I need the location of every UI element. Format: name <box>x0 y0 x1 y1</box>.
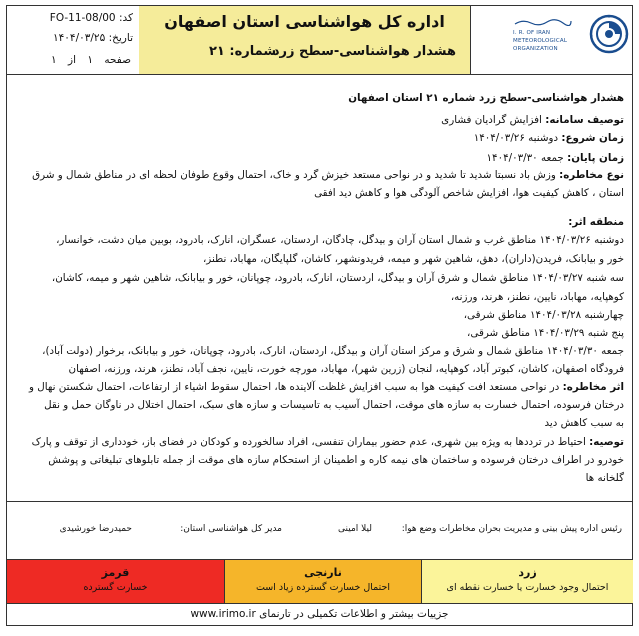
legend-red <box>7 560 225 603</box>
effect-label: اثر مخاطره: <box>562 381 624 393</box>
logo-line-2: METEOROLOGICAL <box>513 38 568 44</box>
area-heading: منطقه اثر: <box>568 216 624 228</box>
advice-row <box>32 435 624 449</box>
warning-heading: هشدار هواشناسی-سطح زرد شماره ۲۱ استان اصفهان <box>348 92 624 104</box>
code-value: FO-11-08/00 <box>49 12 116 24</box>
director-label: مدیر کل هواشناسی استان: <box>180 524 282 534</box>
description-label: توصیف سامانه: <box>545 114 624 126</box>
legend-orange-desc: احتمال خسارت گسترده زیاد است <box>255 582 391 593</box>
date-row <box>53 32 133 44</box>
area-line: دوشنبه ۱۴۰۴/۰۳/۲۶ مناطق غرب و شمال استان آران و بیدگل، چادگان، اردستان، عسگران، انارک، بادرود، بوبین میان دشت، خوانسار، <box>56 234 624 246</box>
hazard-line-1: وزش باد نسبتا شدید تا شدید و در نواحی مستعد خیزش گرد و خاک، احتمال وقوع طوفان لحظه ای در مناطق شمال و شرق <box>32 169 556 181</box>
legend-orange <box>225 560 422 603</box>
area-line: خور و بیابانک، فریدن(داران)، دهق، شاهین شهر و میمه، فریدونشهر، کاشان، گلپایگان، مهاباد، نطنز، <box>202 253 624 265</box>
date-label: تاریخ: <box>108 32 133 44</box>
legend-yellow-name: زرد <box>518 566 537 579</box>
code-label: کد: <box>118 12 133 24</box>
legend-yellow <box>422 560 633 603</box>
area-line: جمعه ۱۴۰۴/۰۳/۳۰ مناطق شمال و شرق و مرکز استان آران و بیدگل، اردستان، انارک، بادرود، چوپانان، خور و بیابانک، برخوار (دولت آباد)، <box>42 345 624 357</box>
warning-number: شماره: ۲۱ <box>209 44 277 59</box>
end-value: جمعه ۱۴۰۴/۰۳/۳۰ <box>486 152 564 164</box>
logo-calligraphy-icon <box>513 18 573 26</box>
effect-line-1: در نواحی مستعد افت کیفیت هوا به سبب افزایش غلظت آلاینده ها، احتمال سقوط اشیاء از ارتفاعات، احتمال شکستن نهال و <box>29 381 560 393</box>
date-value: ۱۴۰۴/۰۳/۲۵ <box>53 32 106 44</box>
document-header <box>6 5 633 75</box>
advice-line-1: احتیاط در ترددها به ویژه بین شهری، عدم حضور بیماران تنفسی، افراد سالخورده و کودکان در فضای باز، خودداری از توقف و پارک <box>31 436 586 448</box>
logo-line-3: ORGANIZATION <box>513 46 558 52</box>
advice-label: توصیه: <box>589 436 624 448</box>
area-line: فرودگاه اصفهان، کاشان، کبوتر آباد، کوهپایه، لنجان (زرین شهر)، مهاباد، مورچه خورت، نایین، نجف آباد، نطنز، هرند، ورزنه، اصفهان <box>68 363 624 375</box>
warning-document <box>6 5 633 631</box>
page-total: ۱ <box>51 54 57 66</box>
legend-red-name: قرمز <box>101 566 130 579</box>
chief-name: لیلا امینی <box>338 524 372 534</box>
hazard-label: نوع مخاطره: <box>559 169 624 181</box>
chief-label: رئیس اداره پیش بینی و مدیریت بحران مخاطرات وضع هوا: <box>401 524 622 534</box>
page-of: از <box>68 54 77 66</box>
meteorological-logo-icon <box>589 14 629 54</box>
legend-orange-name: نارنجی <box>304 566 342 579</box>
signature-row <box>6 502 633 560</box>
warning-body <box>6 75 633 502</box>
effect-row <box>29 380 624 394</box>
area-line: سه شنبه ۱۴۰۴/۰۳/۲۷ مناطق شمال و شرق آران و بیدگل، اردستان، انارک، بادرود، چوپانان، خور و بیابانک، شاهین شهر و میمه، کاشان، <box>51 272 624 284</box>
legend-yellow-desc: احتمال وجود خسارت یا خسارت نقطه ای <box>446 582 609 593</box>
area-line: چهارشنبه ۱۴۰۴/۰۳/۲۸ مناطق شرقی، <box>463 309 624 321</box>
page-label: صفحه <box>104 54 131 66</box>
code-row <box>50 12 133 24</box>
effect-line-3: به سبب کاهش دید <box>544 417 624 429</box>
document-meta <box>7 6 140 74</box>
page-row <box>51 54 131 66</box>
area-line: کوهپایه، مهاباد، نایین، نطنز، هرند، ورزنه، <box>450 291 624 303</box>
organization-logo <box>471 6 632 74</box>
description-value: افزایش گرادیان فشاری <box>441 114 542 126</box>
footer-link[interactable]: جزییات بیشتر و اطلاعات تکمیلی در تارنمای www.irimo.ir <box>6 604 633 626</box>
description-row <box>441 113 624 127</box>
effect-line-2: درختان فرسوده، احتمال خسارت به سازه های موقت، احتمال آسیب به تاسیسات و سازه های سبک، احتمال اختلال در ناوگان حمل و نقل <box>44 399 624 411</box>
director-name: حمیدرضا خورشیدی <box>59 524 132 534</box>
severity-legend <box>6 560 633 604</box>
office-title: اداره کل هواشناسی استان اصفهان <box>164 12 445 31</box>
logo-script <box>513 18 573 28</box>
start-row <box>474 131 624 145</box>
start-label: زمان شروع: <box>561 132 624 144</box>
title-block <box>139 6 471 74</box>
hazard-line-2: استان ، کاهش کیفیت هوا، افزایش شاخص آلودگی هوا و کاهش دید افقی <box>314 187 624 199</box>
end-row <box>487 151 624 165</box>
advice-line-2: خودرو در اطراف درختان فرسوده و ساختمان های نیمه کاره و اطمینان از استحکام سازه های موقت از جمله تابلوهای تبلیغاتی و پوشش <box>48 454 624 466</box>
page-current: ۱ <box>87 54 94 66</box>
legend-red-desc: خسارت گسترده <box>83 582 148 593</box>
start-value: دوشنبه ۱۴۰۴/۰۳/۲۶ <box>473 132 559 144</box>
hazard-row <box>32 168 624 182</box>
logo-line-1: I. R. OF IRAN <box>513 30 551 36</box>
warning-subtitle: هشدار هواشناسی-سطح زرد <box>272 44 456 59</box>
area-line: پنج شنبه ۱۴۰۴/۰۳/۲۹ مناطق شرقی، <box>467 327 624 339</box>
advice-line-3: گلخانه ها <box>585 472 624 484</box>
end-label: زمان پایان: <box>567 152 624 164</box>
